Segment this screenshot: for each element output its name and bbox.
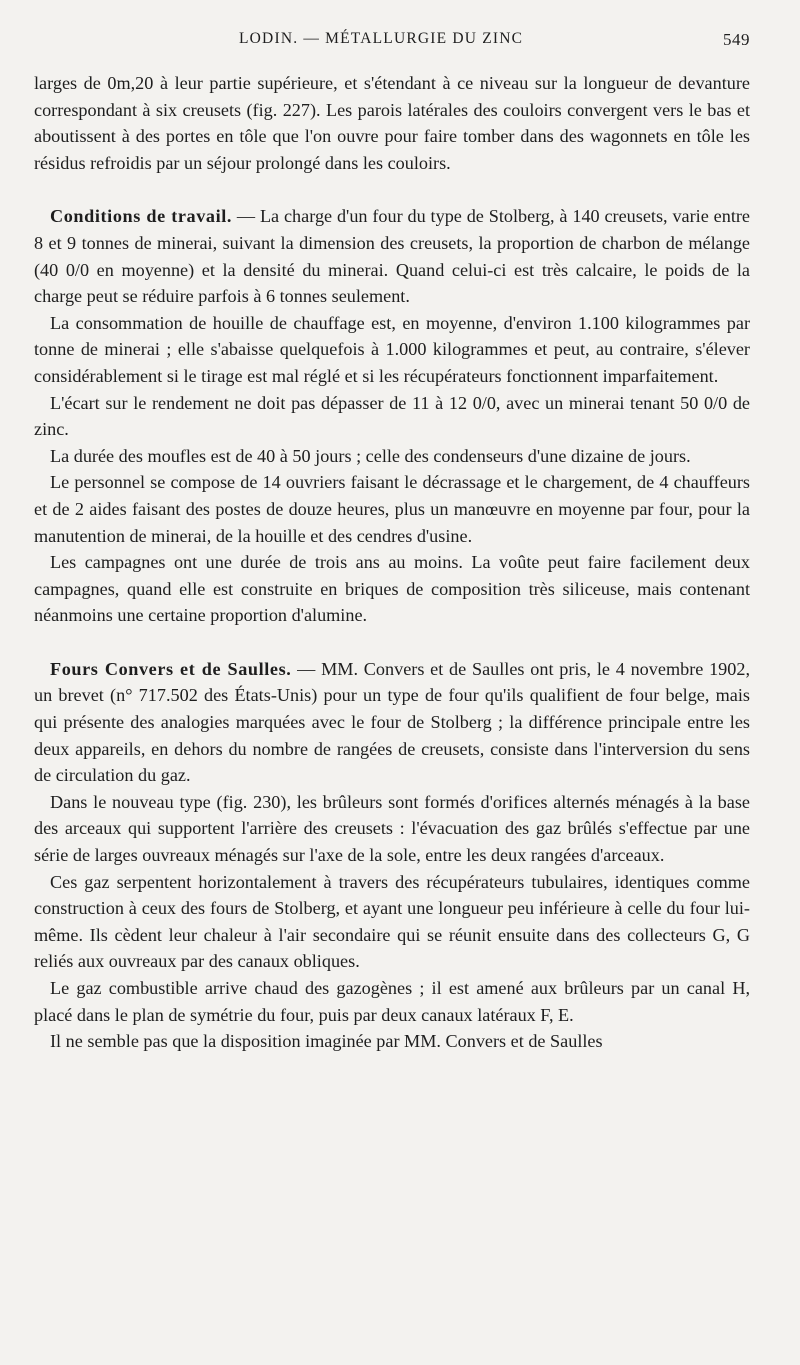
paragraph-fours-convers [34, 656, 750, 789]
paragraph-gaz-combustible: Le gaz combustible arrive chaud des gazogènes ; il est amené aux brûleurs par un canal H, placé dans le plan de symétrie du four, puis par deux canaux latéraux F, E. [34, 978, 750, 1025]
paragraph-duree: La durée des moufles est de 40 à 50 jours ; celle des condenseurs d'une dizaine de jours. [50, 445, 691, 466]
paragraph-consommation: La consommation de houille de chauffage est, en moyenne, d'environ 1.100 kilogrammes par tonne de minerai ; elle s'abaisse quelquefois à 1.000 kilogrammes et peut, au contraire, s'élever considérablement si le tirage est mal réglé et si les récupérateurs fonctionnent imparfaitement. [34, 312, 750, 386]
section-title-fours-convers: Fours Convers et de Saulles. [50, 658, 292, 679]
page-body [34, 70, 750, 1055]
section-text: — MM. Convers et de Saulles ont pris, le 4 novembre 1902, un brevet (n° 717.502 des États-Unis) pour un type de four qu'ils qualifient de four belge, mais qui présente des analogies marquées avec le four de Stolberg ; la différence principale entre les deux appareils, en dehors du nombre de rangées de creusets, consiste dans l'interversion du sens de circulation du gaz. [34, 658, 750, 786]
paragraph-nouveau-type: Dans le nouveau type (fig. 230), les brûleurs sont formés d'orifices alternés ménagés à la base des arceaux qui supportent l'arrière des creusets : l'évacuation des gaz brûlés s'effectue par une série de larges ouvreaux ménagés sur l'axe de la sole, entre les deux rangées d'arceaux. [34, 791, 750, 866]
section-title-conditions-de-travail: Conditions de travail. [50, 206, 233, 227]
paragraph-ecart: L'écart sur le rendement ne doit pas dépasser de 11 à 12 0/0, avec un minerai tenant 50 0/0 de zinc. [34, 392, 750, 440]
paragraph-conditions-de-travail [34, 203, 750, 309]
paragraph-disposition: Il ne semble pas que la disposition imaginée par MM. Convers et de Saulles [50, 1031, 603, 1052]
paragraph-continuation: larges de 0m,20 à leur partie supérieure, et s'étendant à ce niveau sur la longueur de devanture correspondant à six creusets (fig. 227). Les parois latérales des couloirs convergent vers le bas et aboutissent à des portes en tôle que l'on ouvre pour faire tomber dans des wagonnets en tôle les résidus refroidis par un séjour prolongé dans les couloirs. [34, 73, 750, 173]
paragraph-gaz-serpentent: Ces gaz serpentent horizontalement à travers des récupérateurs tubulaires, identiques comme construction à ceux des fours de Stolberg, et ayant une longueur peu inférieure à celle du four lui-même. Ils cèdent leur chaleur à l'air secondaire qui se réunit ensuite dans des collecteurs G, G reliés aux ouvreaux par des canaux obliques. [34, 871, 750, 972]
running-title: LODIN. — MÉTALLURGIE DU ZINC [239, 30, 524, 47]
section-text: — La charge d'un four du type de Stolberg, à 140 creusets, varie entre 8 et 9 tonnes de minerai, suivant la dimension des creusets, la proportion de charbon de mélange (40 0/0 en moyenne) et la densité du minerai. Quand celui-ci est très calcaire, le poids de la charge peut se réduire parfois à 6 tonnes seulement. [34, 206, 750, 307]
page-number: 549 [723, 30, 750, 49]
paragraph-campagnes: Les campagnes ont une durée de trois ans au moins. La voûte peut faire facilement deux campagnes, quand elle est construite en briques de composition très siliceuse, mais contenant néanmoins une certaine proportion d'alumine. [34, 552, 750, 626]
paragraph-personnel: Le personnel se compose de 14 ouvriers faisant le décrassage et le chargement, de 4 chauffeurs et de 2 aides faisant des postes de douze heures, plus un manœuvre en moyenne par four, pour la manutention de minerai, de la houille et des cendres d'usine. [34, 472, 750, 546]
page-header [34, 30, 750, 54]
